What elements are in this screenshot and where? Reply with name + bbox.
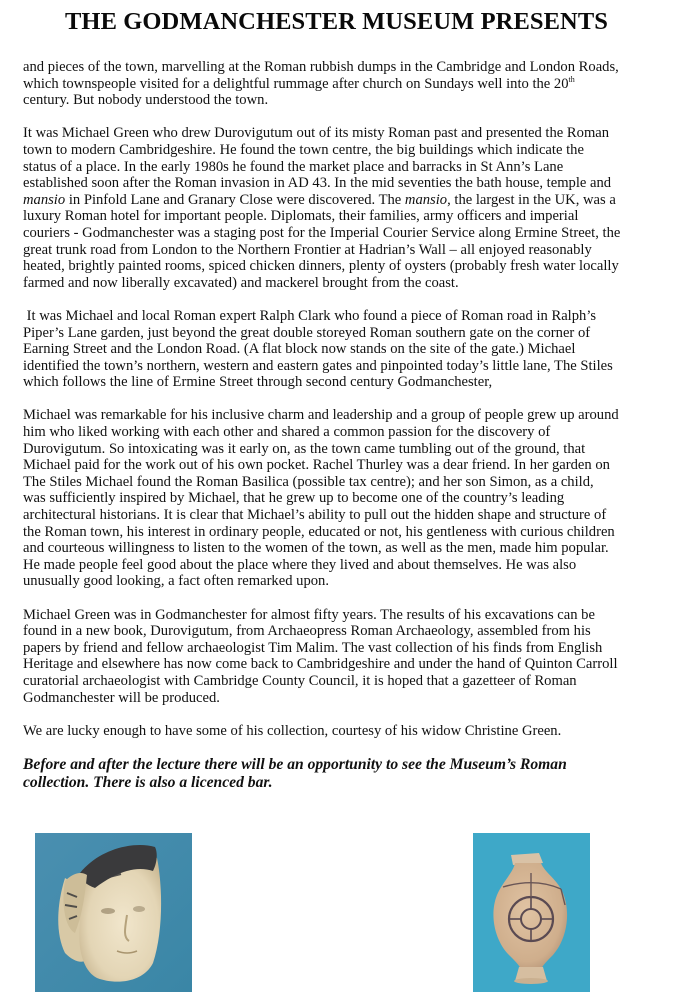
paragraph-fifty-years — [23, 607, 663, 707]
text-line: It was Michael and local Roman expert Ralph Clark who found a piece of Roman road in Ralph’s — [23, 307, 597, 324]
text-line: status of a place. In the early 1980s he found the market place and barracks in St Ann’s Lane — [23, 158, 564, 175]
text-line: town to modern Cambridgeshire. He found the town centre, the big buildings which indicate the — [23, 141, 584, 158]
text-line: and courteous willingness to listen to the women of the town, as well as the men, made him popular. — [23, 540, 609, 557]
text-line: the Roman town, his interest in ordinary people, educated or not, his gentleness with curious children — [23, 523, 615, 540]
italic-term: mansio — [23, 191, 66, 208]
text-line: He made people feel good about the place where they lived and about themselves. He was also — [23, 556, 577, 573]
text-line: architectural historians. It is clear that Michael’s ability to pull out the hidden shape and structure of — [23, 507, 607, 524]
superscript: th — [568, 74, 575, 84]
italic-term: mansio — [404, 191, 448, 208]
text-line — [23, 192, 663, 209]
text-line: couriers - Godmanchester was a staging post for the Imperial Courier Service along Ermine Street, the — [23, 224, 621, 241]
text-line: him who liked working with each other and shared a common passion for the discovery of — [23, 424, 551, 441]
text-line: heated, brightly painted rooms, spiced chicken dinners, plenty of oysters (probably fresh water locally — [23, 258, 619, 275]
text-line: unusually good looking, a fact often remarked upon. — [23, 573, 329, 590]
text-line: Heritage and elsewhere has now come back to Cambridgeshire and under the hand of Quinton Carroll — [23, 656, 618, 673]
text-line: identified the town’s northern, western and eastern gates and pinpointed today’s little lane, The Stiles — [23, 357, 613, 374]
paragraph-ralph-clark — [23, 308, 663, 391]
text-line: Michael was remarkable for his inclusive charm and leadership and a group of people grew up around — [23, 407, 619, 424]
text-line: Godmanchester will be produced. — [23, 689, 220, 706]
text-fragment: , the largest in the UK, was a — [447, 191, 616, 208]
text-line: found in a new book, Durovigutum, from Archaeopress Roman Archaeology, assembled from his — [23, 623, 591, 640]
text-line: papers by friend and fellow archaeologist Tim Malim. The vast collection of his finds from English — [23, 639, 603, 656]
text-fragment: which townspeople visited for a delightful rummage after church on Sundays well into the 20 — [23, 75, 569, 92]
text-line: luxury Roman hotel for important people. Diplomats, their families, army officers and imperial — [23, 208, 579, 225]
roman-head-illustration — [35, 833, 192, 992]
lecture-notice — [23, 756, 663, 792]
text-line: which follows the line of Ermine Street through second century Godmanchester, — [23, 374, 493, 391]
text-line: century. But nobody understood the town. — [23, 92, 269, 109]
paragraph-michael-green — [23, 125, 663, 291]
text-line: Piper’s Lane garden, just beyond the great double storeyed Roman southern gate on the corner of — [23, 324, 591, 341]
text-line: great trunk road from London to the Northern Frontier at Hadrian’s Wall – all enjoyed reasonably — [23, 241, 592, 258]
text-line: The Stiles Michael found the Roman Basilica (possible tax centre); and her son Simon, as a child, — [23, 473, 594, 490]
photo-roman-head — [35, 833, 192, 992]
paragraph-intro — [23, 59, 663, 109]
paragraph-remarkable — [23, 407, 663, 590]
text-line: Michael Green was in Godmanchester for almost fifty years. The results of his excavations can be — [23, 606, 595, 623]
text-line: It was Michael Green who drew Durovigutum out of its misty Roman past and presented the Roman — [23, 125, 610, 142]
paragraph-collection — [23, 723, 663, 740]
text-fragment: in Pinfold Lane and Granary Close were discovered. The — [68, 191, 405, 208]
text-line: and pieces of the town, marvelling at the Roman rubbish dumps in the Cambridge and London Roads, — [23, 59, 619, 75]
text-line: curatorial archaeologist with Cambridge County Council, it is hoped that a gazetteer of Roman — [23, 672, 577, 689]
text-line: collection. There is also a licenced bar. — [23, 773, 273, 791]
roman-vase-illustration — [473, 833, 590, 992]
text-line: Before and after the lecture there will be an opportunity to see the Museum’s Roman — [23, 755, 567, 773]
text-line: was sufficiently inspired by Michael, that he grew up to become one of the country’s leading — [23, 490, 565, 507]
text-line: Michael paid for the work out of his own pocket. Rachel Thurley was a dear friend. In her garden on — [23, 457, 610, 474]
photo-roman-vase — [473, 833, 590, 992]
text-line: We are lucky enough to have some of his collection, courtesy of his widow Christine Green. — [23, 722, 562, 739]
text-line: Durovigutum. So intoxicating was it early on, as the town came tumbling out of the ground, that — [23, 440, 586, 457]
page-title: THE GODMANCHESTER MUSEUM PRESENTS — [64, 8, 609, 35]
article-body — [23, 59, 663, 792]
text-line: established soon after the Roman invasion in AD 43. In the mid seventies the bath house, temple and — [23, 175, 612, 192]
text-line — [23, 76, 663, 93]
text-line: Earning Street and the London Road. (A flat block now stands on the site of the gate.) Michael — [23, 341, 576, 358]
text-line: farmed and now liberally excavated) and mackerel brought from the coast. — [23, 274, 459, 291]
